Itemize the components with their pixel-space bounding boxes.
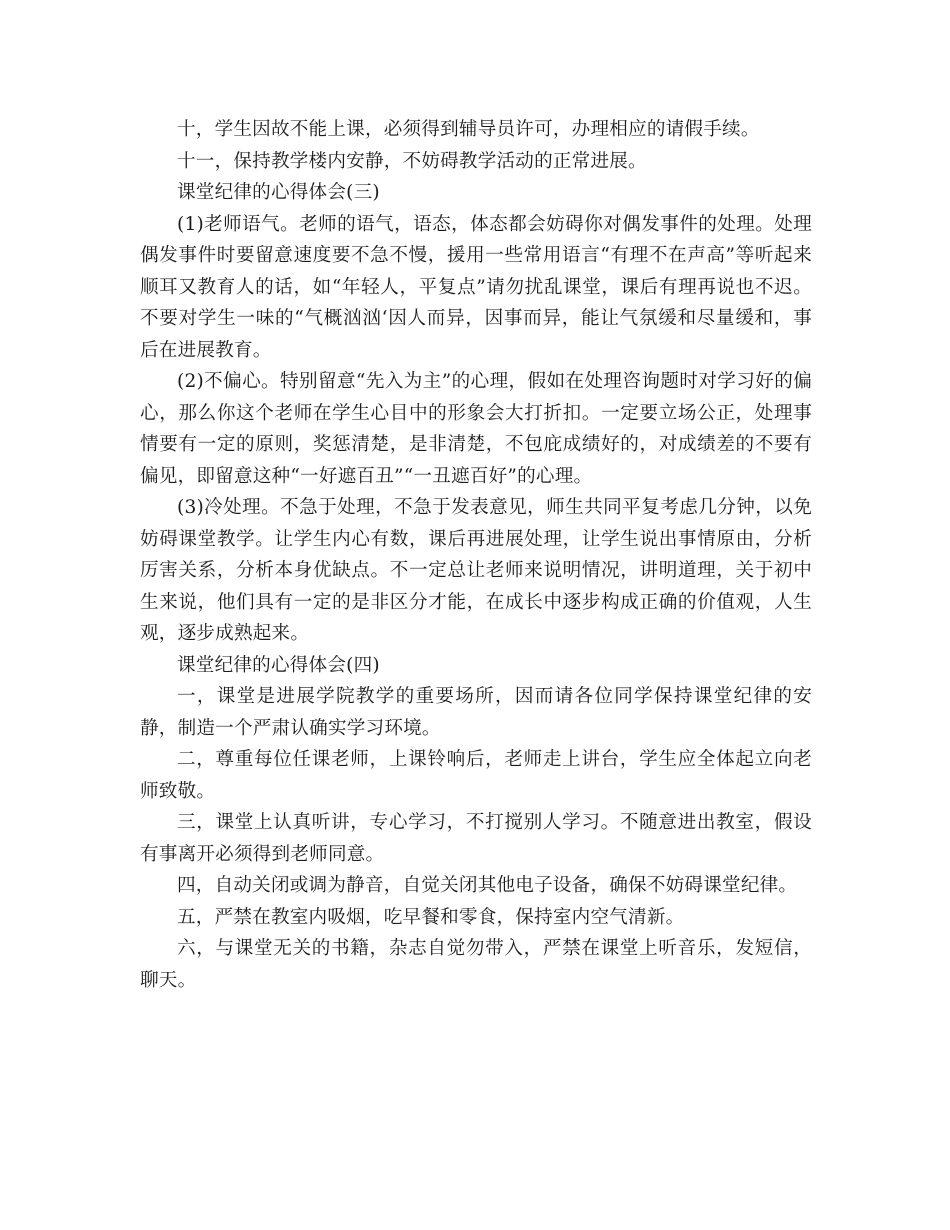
paragraph-rule-11: 十一，保持教学楼内安静，不妨碍教学活动的正常进展。	[177, 150, 647, 172]
paragraph-rule-6: 六，与课堂无关的书籍，杂志自觉勿带入，严禁在课堂上听音乐，发短信，聊天。	[140, 938, 812, 991]
section-heading-3: 课堂纪律的心得体会(三)	[177, 182, 380, 203]
paragraph-rule-4: 四，自动关闭或调为静音，自觉关闭其他电子设备，确保不妨碍课堂纪律。	[177, 875, 798, 896]
paragraph-rule-10: 十，学生因故不能上课，必须得到辅导员许可，办理相应的请假手续。	[177, 119, 760, 140]
paragraph-no-favoritism: (2)不偏心。特别留意“先入为主”的心理，假如在处理咨询题时对学习好的偏心，那么你这个老师在学生心目中的形象会大打折扣。一定要立场公正，处理事情要有一定的原则，奖惩清楚，是非清楚，不包庇成绩好的，对成绩差的不要有偏见，即留意这种“一好遮百丑”“一丑遮百好”的心理。	[140, 371, 812, 487]
paragraph-rule-1: 一，课堂是进展学院教学的重要场所，因而请各位同学保持课堂纪律的安静，制造一个严肃认确实学习环境。	[140, 686, 812, 739]
paragraph-rule-5: 五，严禁在教室内吸烟，吃早餐和零食，保持室内空气清新。	[177, 906, 685, 928]
section-heading-4: 课堂纪律的心得体会(四)	[177, 654, 380, 676]
paragraph-rule-3: 三，课堂上认真听讲，专心学习，不打搅别人学习。不随意进出教室，假设有事离开必须得到老师同意。	[140, 812, 812, 865]
paragraph-cool-handling: (3)冷处理。不急于处理，不急于发表意见，师生共同平复考虑几分钟，以免妨碍课堂教学。让学生内心有数，课后再进展处理，让学生说出事情原由，分析厉害关系，分析本身优缺点。不一定总让老师来说明情况，讲明道理，关于初中生来说，他们具有一定的是非区分才能，在成长中逐步构成正确的价值观，人生观，逐步成熟起来。	[140, 497, 812, 644]
document-body	[140, 114, 812, 996]
paragraph-rule-2: 二，尊重每位任课老师，上课铃响后，老师走上讲台，学生应全体起立向老师致敬。	[140, 749, 812, 802]
paragraph-teacher-tone: (1)老师语气。老师的语气，语态，体态都会妨碍你对偶发事件的处理。处理偶发事件时要留意速度要不急不慢，援用一些常用语言“有理不在声高”等听起来顺耳又教育人的话，如“年轻人，平复点”请勿扰乱课堂，课后有理再说也不迟。不要对学生一味的“气概汹汹‘因人而异，因事而异，能让气氛缓和尽量缓和，事后在进展教育。	[140, 213, 812, 361]
